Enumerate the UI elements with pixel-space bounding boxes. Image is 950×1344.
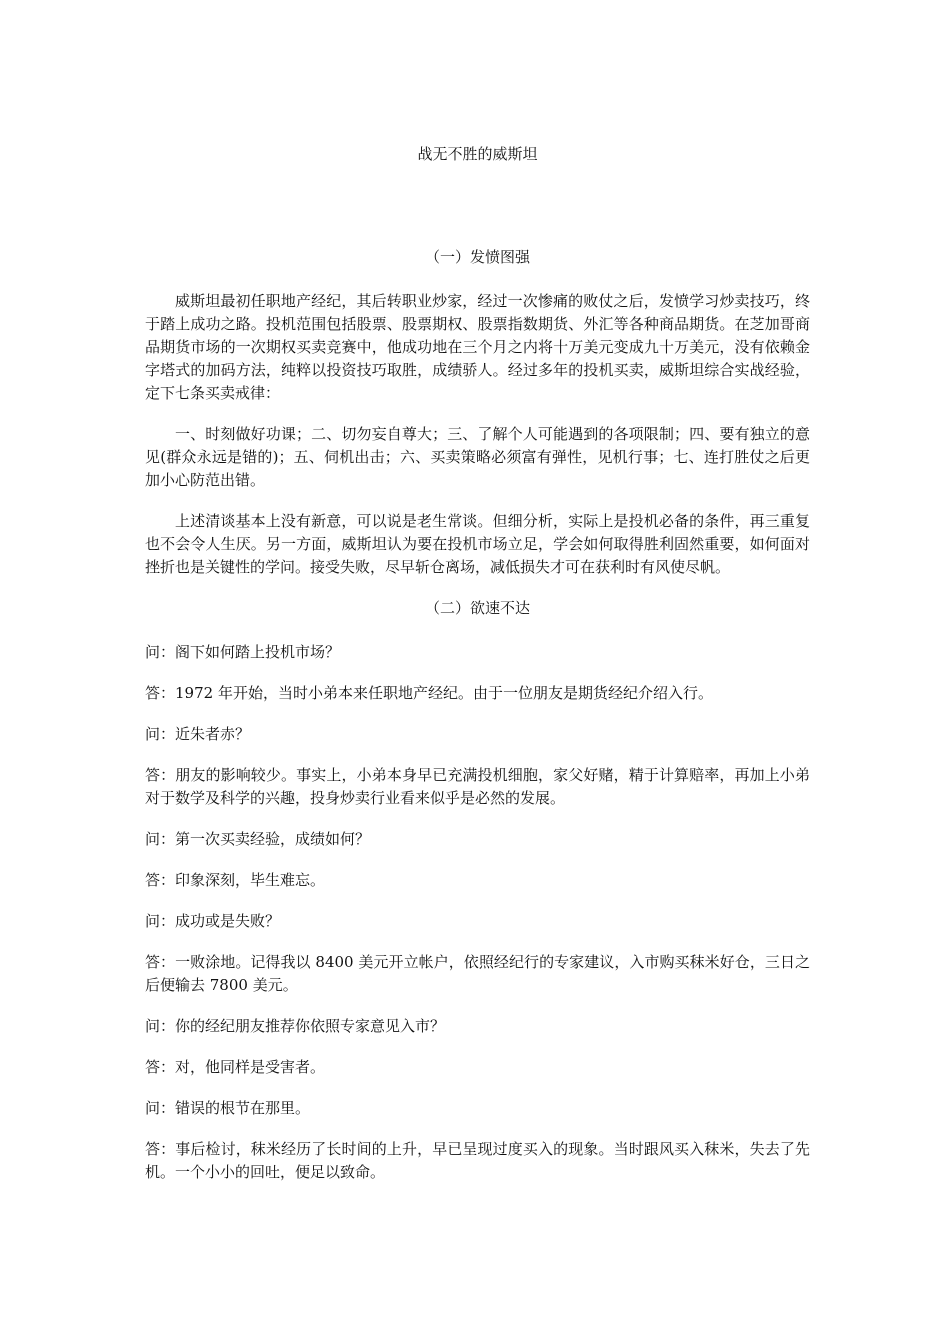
section-heading-1: （一）发愤图强: [424, 248, 530, 266]
document-title: 战无不胜的威斯坦: [417, 145, 538, 163]
question: 问：你的经纪朋友推荐你依照专家意见入市？: [145, 1017, 446, 1035]
question: 问：错误的根节在那里。: [145, 1099, 311, 1117]
answer: 答：事后检讨，秣米经历了长时间的上升，早已呈现过度买入的现象。当时跟风买入秣米，失去了先机。一个小小的回吐，便足以致命。: [145, 1140, 810, 1181]
paragraph: 威斯坦最初任职地产经纪，其后转职业炒家，经过一次惨痛的败仗之后，发愤学习炒卖技巧，终于踏上成功之路。投机范围包括股票、股票期权、股票指数期货、外汇等各种商品期货。在芝加哥商品期货市场的一次期权买卖竞赛中，他成功地在三个月之内将十万美元变成九十万美元，没有依赖金字塔式的加码方法，纯粹以投资技巧取胜，成绩骄人。经过多年的投机买卖，威斯坦综合实战经验，定下七条买卖戒律：: [145, 292, 810, 402]
answer: 答：对，他同样是受害者。: [145, 1058, 326, 1076]
answer: 答：印象深刻，毕生难忘。: [145, 871, 326, 889]
answer: 答：一败涂地。记得我以 8400 美元开立帐户，依照经纪行的专家建议，入市购买秣米好仓，三日之后便输去 7800 美元。: [145, 953, 810, 994]
question: 问：近朱者赤？: [145, 725, 251, 743]
paragraph: 一、时刻做好功课；二、切勿妄自尊大；三、了解个人可能遇到的各项限制；四、要有独立的意见(群众永远是错的)；五、伺机出击；六、买卖策略必须富有弹性，见机行事；七、连打胜仗之后更加小心防范出错。: [145, 425, 810, 489]
question: 问：阁下如何踏上投机市场？: [145, 643, 341, 661]
answer: 答：朋友的影响较少。事实上，小弟本身早已充满投机细胞，家父好赌，精于计算赔率，再加上小弟对于数学及科学的兴趣，投身炒卖行业看来似乎是必然的发展。: [145, 766, 810, 807]
question: 问：成功或是失败？: [145, 912, 281, 930]
question: 问：第一次买卖经验，成绩如何？: [145, 830, 371, 848]
paragraph: 上述清谈基本上没有新意，可以说是老生常谈。但细分析，实际上是投机必备的条件，再三重复也不会令人生厌。另一方面，威斯坦认为要在投机市场立足，学会如何取得胜利固然重要，如何面对挫折也是关键性的学问。接受失败，尽早斩仓离场，减低损失才可在获利时有风使尽帆。: [145, 512, 810, 576]
section-heading-2: （二）欲速不达: [424, 599, 530, 617]
answer: 答：1972 年开始，当时小弟本来任职地产经纪。由于一位朋友是期货经纪介绍入行。: [145, 684, 713, 702]
